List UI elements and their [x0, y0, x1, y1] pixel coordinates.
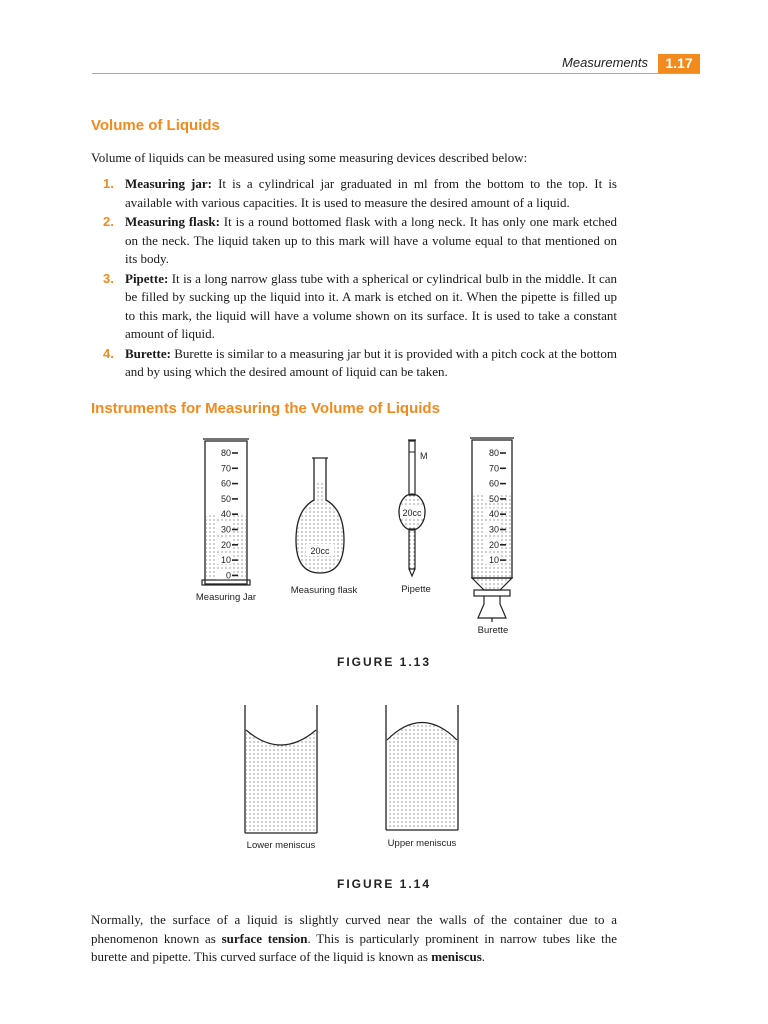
figure-1-13-illustration — [0, 430, 768, 645]
jar-tick-label: 30 — [220, 524, 231, 535]
meniscus-paragraph — [91, 911, 617, 967]
pipette-label: Pipette — [401, 584, 431, 595]
jar-tick-label: 0 — [225, 570, 231, 581]
list-item-pipette — [103, 270, 617, 344]
list-text: It is a long narrow glass tube with a spherical or cylindrical bulb in the middle. It can be filled by sucking up the liquid into it. A mark is etched on it. When the pipette is filled up to this mark, the liquid will have a volume shown on its surface. It is used to take a constant amount of liquid. — [125, 270, 617, 341]
meniscus-text-2: . This is particularly prominent in narrow tubes like the burette and pipette. This curved surface of the liquid is known as — [91, 930, 617, 964]
header-rule — [92, 73, 700, 74]
jar-tick-label: 80 — [220, 448, 231, 458]
list-term: Measuring jar: — [125, 176, 212, 191]
pipette-volume-text: 20cc — [402, 508, 422, 518]
burette-tick-label: 50 — [488, 493, 499, 504]
burette-tick-label: 20 — [488, 539, 499, 550]
jar-tick-label: 70 — [220, 463, 231, 474]
running-header — [92, 54, 700, 74]
list-number: 4. — [103, 345, 114, 361]
section-heading-volume-of-liquids: Volume of Liquids — [91, 117, 220, 134]
jar-tick-label: 60 — [220, 478, 231, 489]
intro-paragraph: Volume of liquids can be measured using some measuring devices described below: — [91, 150, 528, 165]
burette-tick-label: 80 — [488, 448, 499, 458]
lower-meniscus-label: Lower meniscus — [246, 840, 316, 851]
list-number: 1. — [103, 176, 114, 191]
list-number: 2. — [103, 214, 114, 229]
upper-meniscus-drawing — [386, 705, 458, 830]
burette-tick-label: 30 — [488, 524, 499, 535]
jar-tick-label: 20 — [220, 539, 231, 550]
burette-tick-label: 60 — [488, 478, 499, 489]
upper-meniscus-label: Upper meniscus — [387, 838, 457, 849]
burette-tick-label: 70 — [488, 463, 499, 474]
figure-1-14-illustration — [0, 700, 768, 855]
list-number: 3. — [103, 270, 114, 286]
list-term: Measuring flask: — [125, 214, 220, 229]
flask-volume-text: 20cc — [310, 546, 330, 556]
jar-scale — [216, 447, 238, 580]
figure-1-14-caption: FIGURE 1.14 — [336, 877, 432, 891]
list-text: It is a round bottomed flask with a long neck. It has only one mark etched on the neck. The liquid taken up to this mark will have a volume equal to that mentioned on its body. — [125, 214, 618, 266]
pipette-mark-text: M — [420, 451, 428, 461]
list-item-burette — [103, 345, 617, 382]
list-term: Burette: — [125, 345, 171, 361]
surface-tension-term: surface tension — [221, 930, 308, 946]
burette-tick-label: 40 — [488, 509, 499, 520]
meniscus-term: meniscus — [431, 949, 482, 964]
jar-tick-label: 40 — [220, 509, 231, 520]
section-heading-instruments: Instruments for Measuring the Volume of Liquids — [91, 400, 440, 417]
list-item-measuring-flask — [103, 213, 617, 269]
list-text: It is a cylindrical jar graduated in ml from the bottom to the top. It is available with various capacities. It is used to measure the desired amount of a liquid. — [125, 176, 617, 210]
header-chapter-title: Measurements — [562, 55, 648, 70]
jar-tick-label: 50 — [220, 493, 231, 504]
jar-tick-label: 10 — [220, 555, 231, 566]
figure-1-13-caption: FIGURE 1.13 — [336, 655, 432, 669]
meniscus-text-1: Normally, the surface of a liquid is slightly curved near the walls of the container due to a phenomenon known as — [91, 912, 617, 946]
list-term: Pipette: — [125, 270, 169, 286]
meniscus-text-3: . — [481, 949, 486, 964]
list-item-measuring-jar — [103, 175, 617, 212]
lower-meniscus-drawing — [245, 705, 317, 833]
page-number-badge: 1.17 — [658, 54, 700, 73]
list-text: Burette is similar to a measuring jar but it is provided with a pitch cock at the bottom and by using which the desired amount of liquid can be taken. — [125, 345, 617, 379]
burette-label: Burette — [477, 625, 509, 636]
measuring-flask-label: Measuring flask — [290, 585, 358, 596]
measuring-jar-label: Measuring Jar — [195, 592, 257, 603]
burette-tick-label: 10 — [488, 555, 499, 566]
devices-list — [103, 175, 617, 383]
